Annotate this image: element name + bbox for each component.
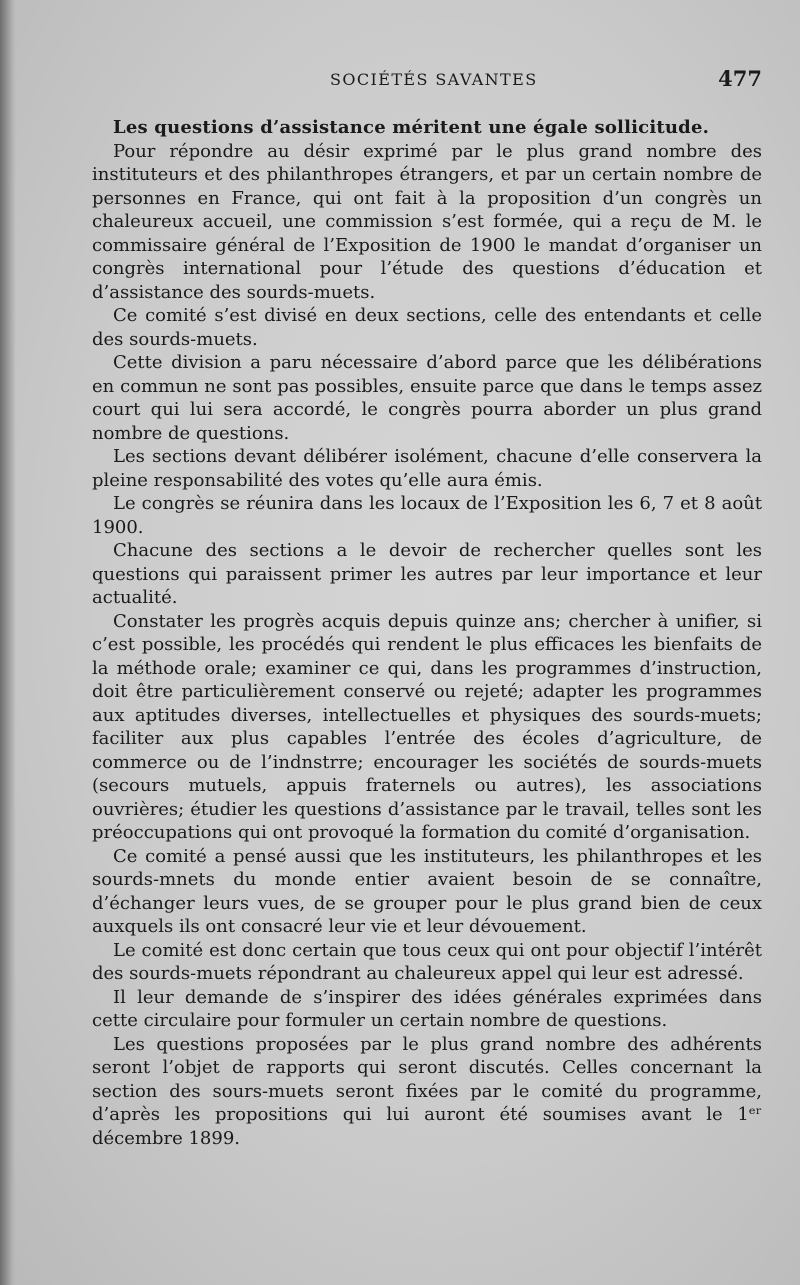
paragraph: Le congrès se réunira dans les locaux de l’Exposition les 6, 7 et 8 août 1900.	[92, 493, 762, 538]
paragraph: Constater les progrès acquis depuis quinze ans; chercher à unifier, si c’est possible, les procédés qui rendent le plus efficaces les bienfaits de la méthode orale; examiner ce qui, dans les programmes d’instruction, doit être particulièrement conservé ou rejeté; adapter les programmes aux aptitudes diverses, intellectuelles et physiques des sourds-muets; faciliter aux plus capables l’entrée des écoles d’agriculture, de commerce ou de l’indnstrre; encourager les sociétés de sourds-muets (secours mutuels, appuis fraternels ou autres), les associations ouvrières; étudier les questions d’assistance par le travail, telles sont les préoccupations qui ont provoqué la formation du comité d’organisation.	[92, 610, 762, 843]
paragraph: Ce comité s’est divisé en deux sections, celle des entendants et celle des sourds-muets.	[92, 305, 762, 350]
page-header	[92, 62, 762, 102]
paragraph: Pour répondre au désir exprimé par le plus grand nombre des instituteurs et des philanthropes étrangers, et par un certain nombre de personnes en France, qui ont fait à la proposition d’un congrès un chaleureux accueil, une commission s’est formée, qui a reçu de M. le commissaire général de l’Exposition de 1900 le mandat d’organiser un congrès international pour l’étude des questions d’éducation et d’assistance des sourds-muets.	[92, 140, 762, 303]
paragraph: Il leur demande de s’inspirer des idées générales exprimées dans cette circulaire pour formuler un certain nombre de questions.	[92, 986, 762, 1031]
binding-shadow	[0, 0, 16, 1285]
paragraph: Cette division a paru nécessaire d’abord parce que les délibérations en commun ne sont pas possibles, ensuite parce que dans le temps assez court qui lui sera accordé, le congrès pourra aborder un plus grand nombre de questions.	[92, 352, 762, 444]
paragraph: Chacune des sections a le devoir de rechercher quelles sont les questions qui paraissent primer les autres par leur importance et leur actualité.	[92, 540, 762, 608]
paragraph: Ce comité a pensé aussi que les instituteurs, les philanthropes et les sourds-mnets du monde entier avaient besoin de se connaître, d’échanger leurs vues, de se grouper pour le plus grand bien de ceux auxquels ils ont consacré leur vie et leur dévouement.	[92, 845, 762, 937]
running-head: SOCIÉTÉS SAVANTES	[330, 70, 538, 89]
paragraph: Les questions proposées par le plus grand nombre des adhérents seront l’objet de rapports qui seront discutés. Celles concernant la section des sours-muets seront fixées par le comité du programme, d’après les propositions qui lui auront été soumises avant le 1ᵉʳ décembre 1899.	[92, 1033, 762, 1149]
paragraph: Le comité est donc certain que tous ceux qui ont pour objectif l’intérêt des sourds-muets répondrant au chaleureux appel qui leur est adressé.	[92, 939, 762, 984]
paragraph: Les questions d’assistance méritent une égale sollicitude.	[113, 117, 710, 138]
paragraph: Les sections devant délibérer isolément, chacune d’elle conservera la pleine responsabilité des votes qu’elle aura émis.	[92, 446, 762, 491]
body-text	[92, 116, 762, 1150]
page-number: 477	[718, 66, 762, 91]
